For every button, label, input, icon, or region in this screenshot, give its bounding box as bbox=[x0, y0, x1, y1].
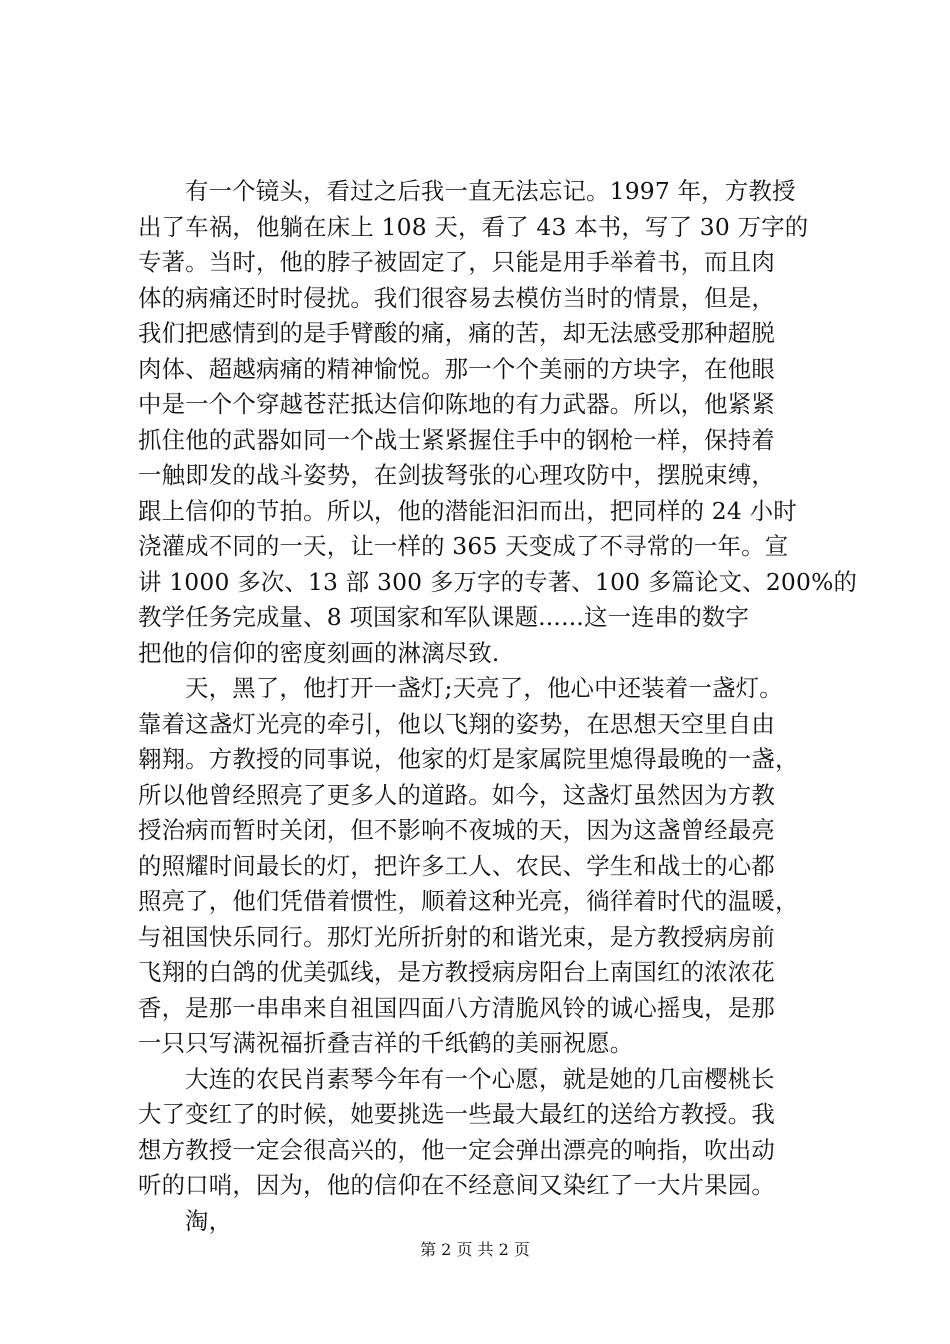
text-line: 翱翔。方教授的同事说，他家的灯是家属院里熄得最晚的一盏， bbox=[138, 745, 799, 773]
text-line: 中是一个个穿越苍茫抵达信仰陈地的有力武器。所以，他紧紧 bbox=[138, 390, 775, 418]
text-line: 听的口哨，因为，他的信仰在不经意间又染红了一大片果园。 bbox=[138, 1171, 775, 1199]
text-line: 靠着这盏灯光亮的牵引，他以飞翔的姿势，在思想天空里自由 bbox=[138, 709, 775, 738]
text-line: 讲 1000 多次、13 部 300 多万字的专著、100 多篇论文、200%的 bbox=[138, 567, 858, 596]
text-line: 我们把感情到的是手臂酸的痛，痛的苦，却无法感受那种超脱 bbox=[138, 319, 775, 347]
text-line: 出了车祸，他躺在床上 108 天，看了 43 本书，写了 30 万字的 bbox=[138, 212, 809, 241]
text-line: 一触即发的战斗姿势，在剑拔弩张的心理攻防中，摆脱束缚， bbox=[138, 461, 775, 489]
text-line: 所以他曾经照亮了更多人的道路。如今，这盏灯虽然因为方教 bbox=[138, 780, 775, 809]
text-line: 淘， bbox=[185, 1206, 233, 1235]
text-line: 专著。当时，他的脖子被固定了，只能是用手举着书，而且肉 bbox=[138, 248, 775, 276]
text-line: 体的病痛还时时侵扰。我们很容易去模仿当时的情景，但是， bbox=[138, 283, 775, 312]
body-text bbox=[138, 174, 858, 1239]
text-line: 大了变红了的时候，她要挑选一些最大最红的送给方教授。我 bbox=[138, 1100, 775, 1128]
text-line: 抓住他的武器如同一个战士紧紧握住手中的钢枪一样，保持着 bbox=[138, 425, 775, 454]
page-indicator: 第 2 页 共 2 页 bbox=[420, 1240, 530, 1259]
text-line: 授治病而暂时关闭，但不影响不夜城的天，因为这盏曾经最亮 bbox=[138, 816, 775, 844]
text-line: 天，黑了，他打开一盏灯;天亮了，他心中还装着一盏灯。 bbox=[185, 674, 783, 702]
text-line: 浇灌成不同的一天，让一样的 365 天变成了不寻常的一年。宣 bbox=[138, 532, 789, 560]
text-line: 与祖国快乐同行。那灯光所折射的和谐光束，是方教授病房前 bbox=[138, 922, 775, 951]
text-line: 肉体、超越病痛的精神愉悦。那一个个美丽的方块字，在他眼 bbox=[138, 354, 775, 383]
text-line: 想方教授一定会很高兴的，他一定会弹出漂亮的响指，吹出动 bbox=[138, 1135, 775, 1164]
text-line: 大连的农民肖素琴今年有一个心愿，就是她的几亩樱桃长 bbox=[185, 1064, 775, 1093]
text-line: 跟上信仰的节拍。所以，他的潜能汩汩而出，把同样的 24 小时 bbox=[138, 496, 797, 525]
text-line: 照亮了，他们凭借着惯性，顺着这种光亮，徜徉着时代的温暖， bbox=[138, 887, 799, 915]
text-line: 有一个镜头，看过之后我一直无法忘记。1997 年，方教授 bbox=[185, 177, 796, 205]
text-line: 的照耀时间最长的灯，把许多工人、农民、学生和战士的心都 bbox=[138, 851, 775, 880]
text-line: 香，是那一串串来自祖国四面八方清脆风铃的诚心摇曳，是那 bbox=[138, 993, 775, 1022]
text-line: 教学任务完成量、8 项国家和军队课题......这一连串的数字 bbox=[138, 603, 750, 631]
text-line: 一只只写满祝福折叠吉祥的千纸鹤的美丽祝愿。 bbox=[138, 1029, 634, 1057]
text-line: 把他的信仰的密度刻画的淋漓尽致. bbox=[138, 638, 500, 667]
text-line: 飞翔的白鸽的优美弧线，是方教授病房阳台上南国红的浓浓花 bbox=[138, 958, 775, 986]
